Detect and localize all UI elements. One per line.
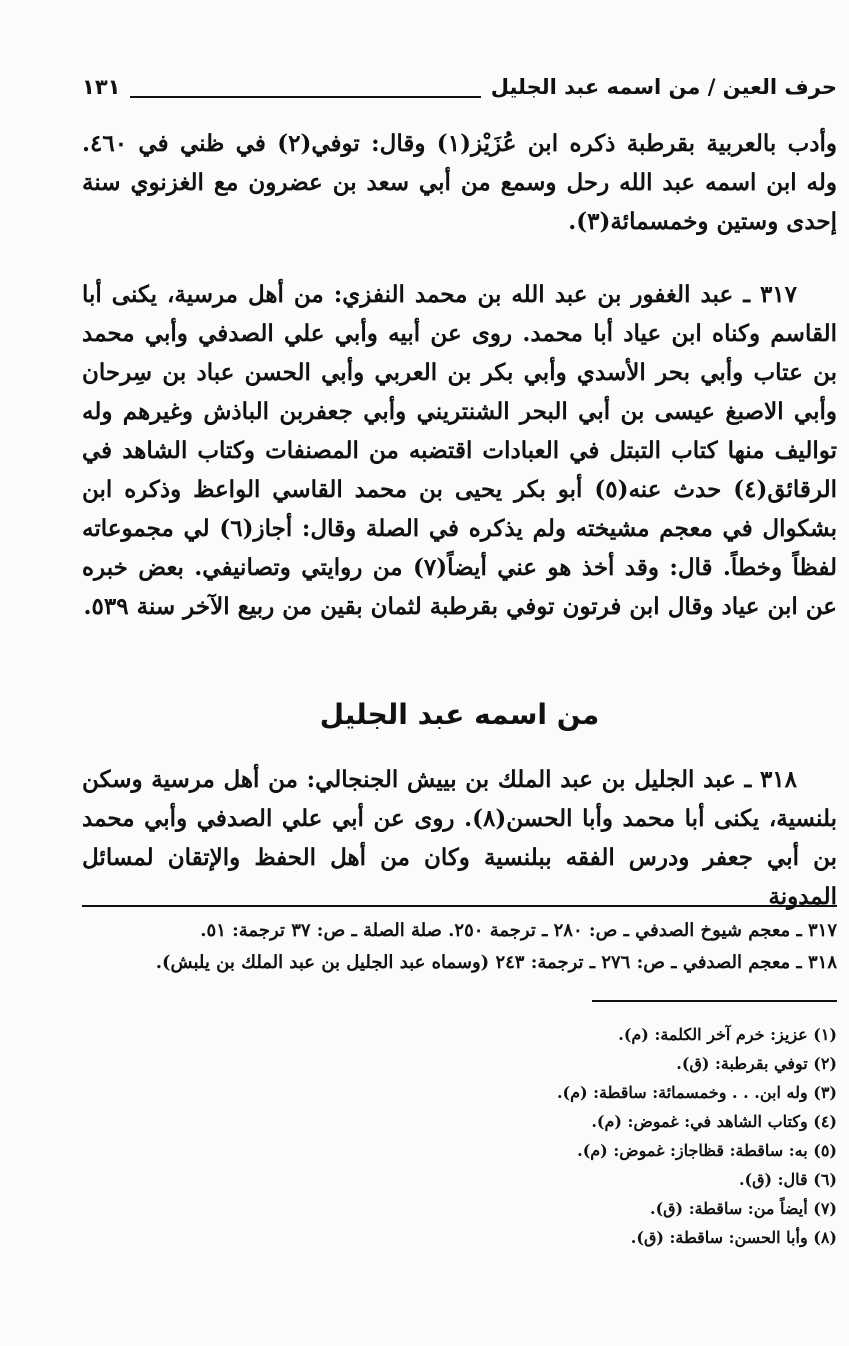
footnote: (٨) وأبا الحسن: ساقطة: (ق). — [630, 1228, 837, 1247]
header-rule — [130, 96, 480, 98]
section-heading: من اسمه عبد الجليل — [319, 698, 600, 731]
sources-block — [82, 915, 837, 979]
footnote: (٤) وكتاب الشاهد في: غموض: (م). — [591, 1112, 837, 1131]
footnote: (٥) به: ساقطة: قظاجاز: غموض: (م). — [577, 1141, 837, 1160]
paragraph-text: ٣١٧ ـ عبد الغفور بن عبد الله بن محمد النفزي: من أهل مرسية، يكنى أبا القاسم وكناه ابن عياد أبا محمد. روى عن أبيه وأبي علي الصدفي وأبي محمد بن عتاب وأبي بحر الأسدي وأبي بكر بن العربي وأبي الحسن عباد بن سِرحان وأبي الاصبغ عيسى بن أبي البحر الشنتريني وأبي جعفربن الباذش وغيرهم وله تواليف منها كتاب التبتل في العبادات اقتضبه من المصنفات وكتاب الشاهد في الرقائق(٤) حدث عنه(٥) أبو بكر يحيى بن محمد القاسي الواعظ وذكره ابن بشكوال في معجم مشيخته ولم يذكره في الصلة وقال: أجاز(٦) لي مجموعاته لفظاً وخطاً. قال: وقد أخذ هو عني أيضاً(٧) من روايتي وتصانيفي. بعض خبره عن ابن عياد وقال ابن فرتون توفي بقرطبة لثمان بقين من ربيع الآخر سنة ٥٣٩. — [82, 281, 837, 620]
footnote: (٣) وله ابن. . . وخمسمائة: ساقطة: (م). — [556, 1083, 837, 1102]
footnote-divider — [592, 1000, 837, 1002]
footnote: (٢) توفي بقرطبة: (ق). — [676, 1054, 837, 1073]
source-line: ٣١٧ ـ معجم شيوخ الصدفي ـ ص: ٢٨٠ ـ ترجمة ٢٥٠. صلة الصلة ـ ص: ٣٧ ترجمة: ٥١. — [200, 920, 837, 941]
footnote: (٦) قال: (ق). — [738, 1170, 837, 1189]
paragraph-continuation — [82, 124, 837, 241]
sources-divider — [82, 905, 837, 907]
entry-318 — [82, 760, 837, 916]
running-header — [82, 70, 837, 104]
source-line: ٣١٨ ـ معجم الصدفي ـ ص: ٢٧٦ ـ ترجمة: ٢٤٣ (وسماه عبد الجليل بن عبد الملك بن يلبش). — [155, 952, 837, 973]
entry-317 — [82, 275, 837, 626]
paragraph-text: ٣١٨ ـ عبد الجليل بن عبد الملك بن بييش الجنجالي: من أهل مرسية وسكن بلنسية، يكنى أبا محمد وأبا الحسن(٨). روى عن أبي علي الصدفي وأبي محمد بن أبي جعفر ودرس الفقه ببلنسية وكان من أهل الحفظ والإتقان لمسائل المدونة — [82, 766, 837, 910]
page-number: ١٣١ — [82, 75, 121, 99]
footnotes-block — [82, 1020, 837, 1252]
footnote: (٧) أيضاً من: ساقطة: (ق). — [650, 1199, 837, 1218]
paragraph-text: وأدب بالعربية بقرطبة ذكره ابن عُزَيْز(١) وقال: توفي(٢) في ظني في ٤٦٠. وله ابن اسمه عبد الله رحل وسمع من أبي سعد بن عضرون مع الغزنوي سنة إحدى وستين وخمسمائة(٣). — [82, 130, 837, 235]
footnote: (١) عزيز: خرم آخر الكلمة: (م). — [618, 1025, 837, 1044]
running-title: حرف العين / من اسمه عبد الجليل — [490, 75, 837, 99]
